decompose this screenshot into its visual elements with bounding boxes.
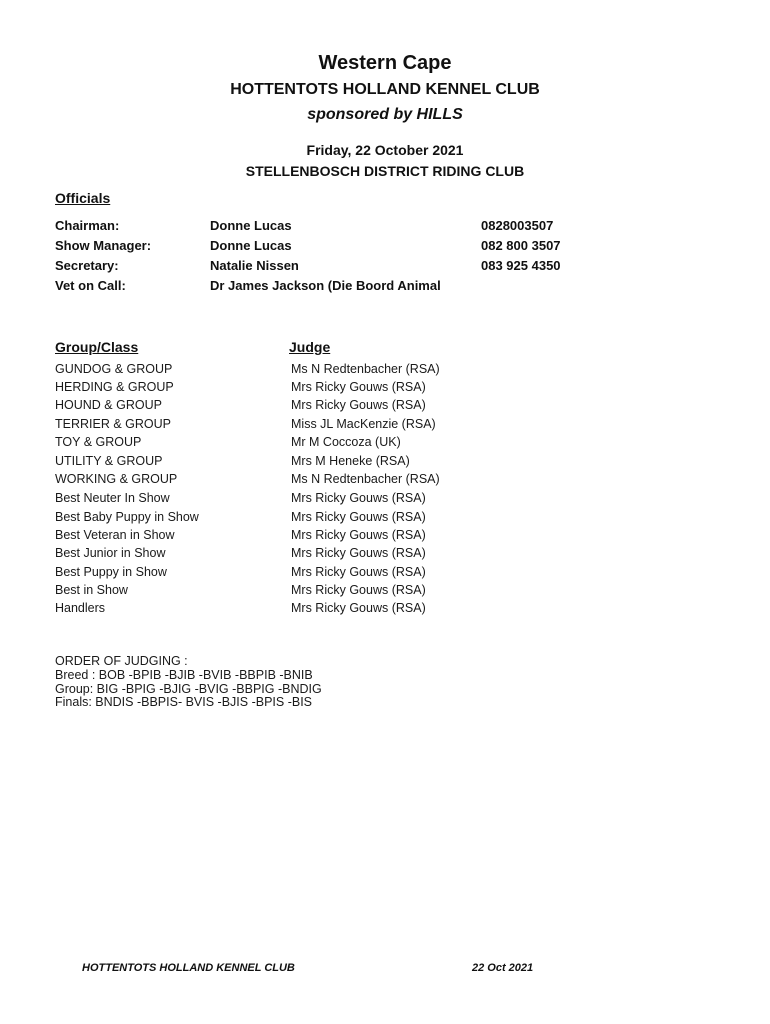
order-of-judging-group: Group: BIG -BPIG -BJIG -BVIG -BBPIG -BNDIG xyxy=(55,682,322,696)
official-role: Vet on Call: xyxy=(55,278,126,293)
class-name: Best Baby Puppy in Show xyxy=(55,510,199,524)
order-of-judging-title: ORDER OF JUDGING : xyxy=(55,654,188,668)
sponsor-line: sponsored by HILLS xyxy=(307,106,463,123)
class-judge: Miss JL MacKenzie (RSA) xyxy=(291,417,436,431)
class-row xyxy=(0,454,770,472)
class-name: Best Puppy in Show xyxy=(55,565,167,579)
official-row-show-manager xyxy=(0,238,770,258)
official-phone: 082 800 3507 xyxy=(481,238,561,253)
official-name: Donne Lucas xyxy=(210,238,292,253)
class-judge: Mrs Ricky Gouws (RSA) xyxy=(291,380,426,394)
class-judge: Mrs Ricky Gouws (RSA) xyxy=(291,510,426,524)
class-judge: Mrs Ricky Gouws (RSA) xyxy=(291,546,426,560)
official-name: Natalie Nissen xyxy=(210,258,299,273)
class-judge: Mrs Ricky Gouws (RSA) xyxy=(291,528,426,542)
class-judge: Mrs Ricky Gouws (RSA) xyxy=(291,583,426,597)
class-row xyxy=(0,583,770,601)
official-role: Secretary: xyxy=(55,258,119,273)
order-of-judging-breed: Breed : BOB -BPIB -BJIB -BVIB -BBPIB -BNIB xyxy=(55,668,313,682)
class-name: WORKING & GROUP xyxy=(55,472,178,486)
class-name: GUNDOG & GROUP xyxy=(55,362,173,376)
official-name: Dr James Jackson (Die Boord Animal xyxy=(210,278,441,293)
official-row-secretary xyxy=(0,258,770,278)
class-row xyxy=(0,380,770,398)
class-row xyxy=(0,565,770,583)
class-name: Best Junior in Show xyxy=(55,546,166,560)
class-judge: Mrs Ricky Gouws (RSA) xyxy=(291,601,426,615)
class-row xyxy=(0,491,770,509)
class-name: UTILITY & GROUP xyxy=(55,454,163,468)
official-phone: 0828003507 xyxy=(481,218,554,233)
class-judge: Mrs M Heneke (RSA) xyxy=(291,454,410,468)
class-row xyxy=(0,510,770,528)
footer-date: 22 Oct 2021 xyxy=(472,962,534,974)
class-name: HOUND & GROUP xyxy=(55,398,162,412)
class-row xyxy=(0,601,770,619)
class-name: Handlers xyxy=(55,601,106,615)
show-venue: STELLENBOSCH DISTRICT RIDING CLUB xyxy=(245,163,525,179)
order-of-judging-finals: Finals: BNDIS -BBPIS- BVIS -BJIS -BPIS -BIS xyxy=(55,695,313,709)
official-role: Chairman: xyxy=(55,218,120,233)
official-row-chairman xyxy=(0,218,770,238)
class-row xyxy=(0,398,770,416)
judge-heading: Judge xyxy=(289,339,331,355)
club-title: HOTTENTOTS HOLLAND KENNEL CLUB xyxy=(230,81,540,98)
region-title: Western Cape xyxy=(318,52,452,74)
class-judge: Mrs Ricky Gouws (RSA) xyxy=(291,398,426,412)
class-name: Best in Show xyxy=(55,583,128,597)
class-judge: Mrs Ricky Gouws (RSA) xyxy=(291,565,426,579)
official-phone: 083 925 4350 xyxy=(481,258,561,273)
class-judge: Mr M Coccoza (UK) xyxy=(291,435,401,449)
official-role: Show Manager: xyxy=(55,238,152,253)
officials-heading: Officials xyxy=(55,190,111,206)
class-name: TERRIER & GROUP xyxy=(55,417,171,431)
class-row xyxy=(0,528,770,546)
class-row xyxy=(0,417,770,435)
class-row xyxy=(0,362,770,380)
class-judge: Mrs Ricky Gouws (RSA) xyxy=(291,491,426,505)
class-row xyxy=(0,546,770,564)
group-class-heading: Group/Class xyxy=(55,339,139,355)
class-judge: Ms N Redtenbacher (RSA) xyxy=(291,472,440,486)
class-judge: Ms N Redtenbacher (RSA) xyxy=(291,362,440,376)
class-name: HERDING & GROUP xyxy=(55,380,174,394)
class-row xyxy=(0,435,770,453)
footer-club: HOTTENTOTS HOLLAND KENNEL CLUB xyxy=(82,962,295,974)
class-name: TOY & GROUP xyxy=(55,435,142,449)
class-name: Best Neuter In Show xyxy=(55,491,170,505)
class-row xyxy=(0,472,770,490)
official-row-vet xyxy=(0,278,770,298)
show-date: Friday, 22 October 2021 xyxy=(306,142,464,158)
class-name: Best Veteran in Show xyxy=(55,528,175,542)
official-name: Donne Lucas xyxy=(210,218,292,233)
